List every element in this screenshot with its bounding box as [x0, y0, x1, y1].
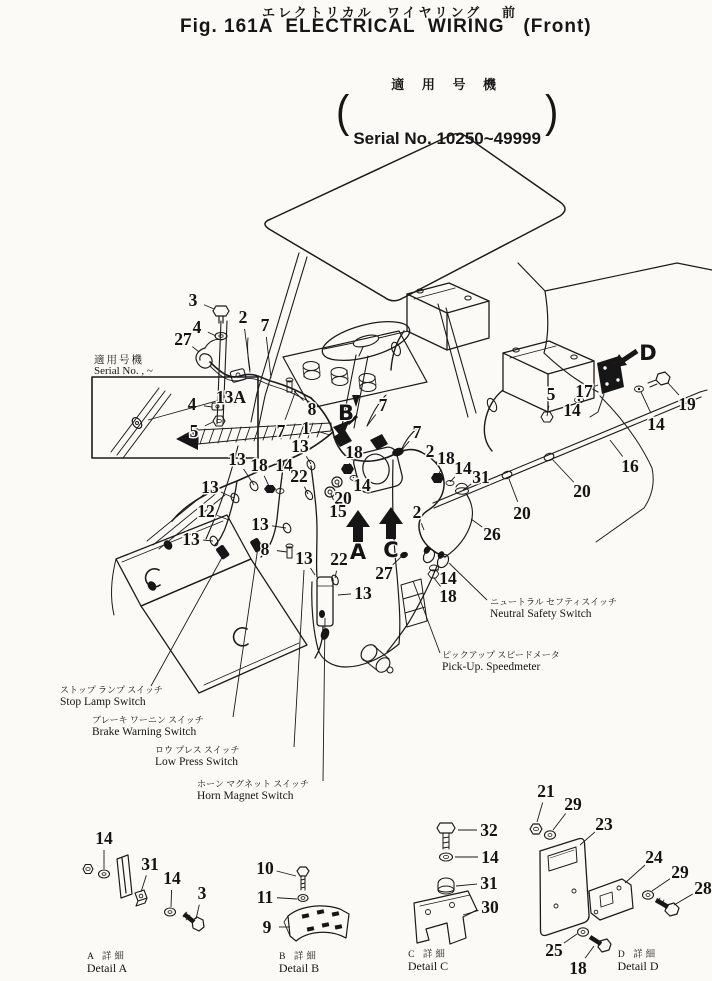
- callout-26: 26: [483, 524, 501, 544]
- leader-line: [208, 332, 216, 336]
- part-label-horn-magnet-switch-jp: ホーン マグネット スイッチ: [197, 779, 309, 789]
- detail-caption-D-en: Detail D: [617, 959, 659, 973]
- callout-9: 9: [262, 917, 272, 937]
- inset-caption-en: Serial No. , ~: [94, 365, 153, 377]
- leader-line: [471, 519, 482, 527]
- callout-29: 29: [564, 794, 582, 814]
- part-label-horn-magnet-switch-en: Horn Magnet Switch: [197, 790, 294, 802]
- callout-4: 4: [187, 394, 197, 414]
- detail-caption-B-en: Detail B: [278, 961, 320, 975]
- part-label-neutral-safety-switch-en: Neutral Safety Switch: [490, 608, 592, 620]
- leader-line: [272, 526, 286, 528]
- callout-16: 16: [621, 456, 639, 476]
- callout-20: 20: [513, 503, 531, 523]
- callout-2: 2: [412, 502, 422, 522]
- leader-line: [553, 814, 566, 830]
- leader-line: [323, 618, 325, 781]
- coiled-wire: [196, 339, 222, 368]
- leader-line: [266, 337, 271, 378]
- leader-line: [456, 884, 477, 886]
- callout-8: 8: [307, 399, 317, 419]
- callout-13: 13: [228, 449, 246, 469]
- detail-caption-B-jp: B 詳細: [279, 952, 319, 962]
- leader-line: [141, 875, 146, 892]
- leader-line: [674, 894, 693, 905]
- callout-14: 14: [275, 455, 293, 475]
- callout-24: 24: [645, 847, 663, 867]
- leader-line: [585, 946, 594, 958]
- leader-line: [564, 934, 577, 943]
- callout-5: 5: [189, 421, 199, 441]
- detail-c-parts: [414, 823, 477, 944]
- view-arrow-label-C: C: [383, 538, 399, 562]
- view-arrow-label-A: A: [349, 540, 367, 564]
- wiring-harness: [172, 338, 472, 658]
- part-label-brake-warning-switch-en: Brake Warning Switch: [92, 726, 197, 738]
- callout-29: 29: [671, 862, 689, 882]
- leader-line: [338, 594, 351, 595]
- leader-line: [421, 523, 424, 530]
- part-label-stop-lamp-switch-en: Stop Lamp Switch: [60, 696, 146, 708]
- callout-7: 7: [412, 422, 422, 442]
- callout-10: 10: [256, 858, 274, 878]
- leader-line: [652, 879, 670, 891]
- detail-caption-A-en: Detail A: [86, 961, 128, 975]
- callout-3: 3: [188, 290, 198, 310]
- leader-line: [311, 568, 315, 575]
- detail-caption-C-jp: C 詳細: [408, 950, 448, 960]
- leader-line: [277, 871, 296, 876]
- big-paren-open: (: [336, 86, 350, 137]
- leader-line: [171, 890, 172, 907]
- part-label-pick-up-speedmeter-jp: ピックアップ スピードメータ: [442, 650, 560, 660]
- callout-13A: 13A: [215, 387, 247, 407]
- callout-14: 14: [647, 414, 665, 434]
- callout-2: 2: [425, 441, 435, 461]
- callout-14: 14: [439, 568, 457, 588]
- part-label-stop-lamp-switch-jp: ストップ ランプ スイッチ: [60, 685, 163, 695]
- detail-caption-D-jp: D 詳細: [617, 950, 659, 960]
- callout-30: 30: [481, 897, 499, 917]
- callout-2: 2: [238, 307, 248, 327]
- callout-12: 12: [197, 501, 215, 521]
- callout-31: 31: [472, 467, 490, 487]
- figure-title-japanese: エレクトリカル ワイヤリング 前: [262, 5, 519, 20]
- callout-18: 18: [250, 455, 268, 475]
- callout-18: 18: [439, 586, 457, 606]
- leader-line: [641, 392, 651, 413]
- part-label-low-press-switch-jp: ロウ プレス スイッチ: [155, 745, 240, 755]
- leader-line: [552, 459, 574, 482]
- inset-caption-jp: 適用号機: [94, 355, 144, 366]
- callout-7: 7: [260, 315, 270, 335]
- callout-4: 4: [192, 317, 202, 337]
- leader-line: [413, 581, 440, 653]
- leader-line: [204, 406, 212, 407]
- leader-line: [277, 551, 287, 552]
- mount-plate-d: [590, 356, 670, 417]
- callout-13: 13: [182, 529, 200, 549]
- callout-20: 20: [573, 481, 591, 501]
- callout-20: 20: [334, 488, 352, 508]
- canopy-roof: [265, 134, 565, 301]
- callout-32: 32: [480, 820, 498, 840]
- callout-22: 22: [330, 549, 348, 569]
- battery-front: [390, 283, 489, 370]
- callout-31: 31: [141, 854, 159, 874]
- callout-13: 13: [201, 477, 219, 497]
- callout-7: 7: [276, 421, 286, 441]
- leader-line: [192, 347, 199, 352]
- leader-line: [537, 803, 543, 822]
- callout-15: 15: [329, 501, 347, 521]
- callout-1: 1: [301, 418, 311, 438]
- view-arrow-label-D: D: [639, 341, 657, 365]
- big-paren-close: ): [544, 86, 559, 137]
- part-label-neutral-safety-switch-jp: ニュートラル セフティスイッチ: [490, 597, 617, 607]
- callout-13: 13: [295, 548, 313, 568]
- view-arrow-label-B: B: [337, 401, 355, 425]
- view-arrow-a-icon: [346, 510, 370, 542]
- callout-18: 18: [437, 448, 455, 468]
- leader-line: [595, 385, 598, 386]
- callout-14: 14: [163, 868, 181, 888]
- callout-14: 14: [353, 475, 371, 495]
- callout-18: 18: [345, 442, 363, 462]
- leader-line: [294, 570, 304, 747]
- leader-line: [245, 329, 250, 370]
- callout-14: 14: [563, 400, 581, 420]
- leader-line: [509, 479, 518, 502]
- callout-14: 14: [481, 847, 499, 867]
- callout-28: 28: [694, 878, 712, 898]
- callout-8: 8: [260, 539, 270, 559]
- leader-line: [233, 547, 258, 717]
- callout-13: 13: [251, 514, 269, 534]
- leader-line: [264, 476, 269, 486]
- leader-line: [463, 910, 478, 915]
- callout-25: 25: [545, 940, 563, 960]
- callout-22: 22: [290, 466, 308, 486]
- callout-5: 5: [546, 384, 556, 404]
- leader-line: [277, 898, 297, 899]
- callout-3: 3: [197, 883, 207, 903]
- callout-14: 14: [454, 458, 472, 478]
- detail-caption-C-en: Detail C: [407, 959, 449, 973]
- callout-13: 13: [354, 583, 372, 603]
- leader-line: [610, 440, 623, 456]
- leader-line: [204, 305, 214, 309]
- callout-27: 27: [375, 563, 393, 583]
- leader-line: [285, 390, 296, 420]
- callout-19: 19: [678, 394, 696, 414]
- callout-21: 21: [537, 781, 555, 801]
- serial-caption-jp: 適 用 号 機: [391, 77, 504, 92]
- leader-line: [625, 865, 645, 883]
- callout-13: 13: [291, 436, 309, 456]
- callout-18: 18: [569, 958, 587, 978]
- part-label-pick-up-speedmeter-en: Pick-Up. Speedmeter: [442, 661, 541, 673]
- annotation-layer: [60, 290, 712, 978]
- callout-23: 23: [595, 814, 613, 834]
- part-label-brake-warning-switch-jp: ブレーキ ワーニン スイッチ: [92, 715, 204, 725]
- callout-7: 7: [378, 395, 388, 415]
- view-arrow-c-icon: [379, 507, 403, 539]
- detail-caption-A-jp: A 詳細: [87, 952, 127, 962]
- part-label-low-press-switch-en: Low Press Switch: [155, 756, 239, 768]
- leader-line: [151, 554, 224, 686]
- callout-14: 14: [95, 828, 113, 848]
- callout-17: 17: [575, 381, 593, 401]
- callout-27: 27: [174, 329, 192, 349]
- callout-11: 11: [256, 887, 274, 907]
- detail-b-parts: [284, 867, 349, 941]
- serial-caption-en: Serial No. 10250~49999: [353, 129, 541, 148]
- callout-31: 31: [480, 873, 498, 893]
- leader-line: [205, 422, 213, 426]
- figure-title: Fig. 161A ELECTRICAL WIRING (Front): [180, 16, 592, 37]
- leader-line: [203, 540, 213, 541]
